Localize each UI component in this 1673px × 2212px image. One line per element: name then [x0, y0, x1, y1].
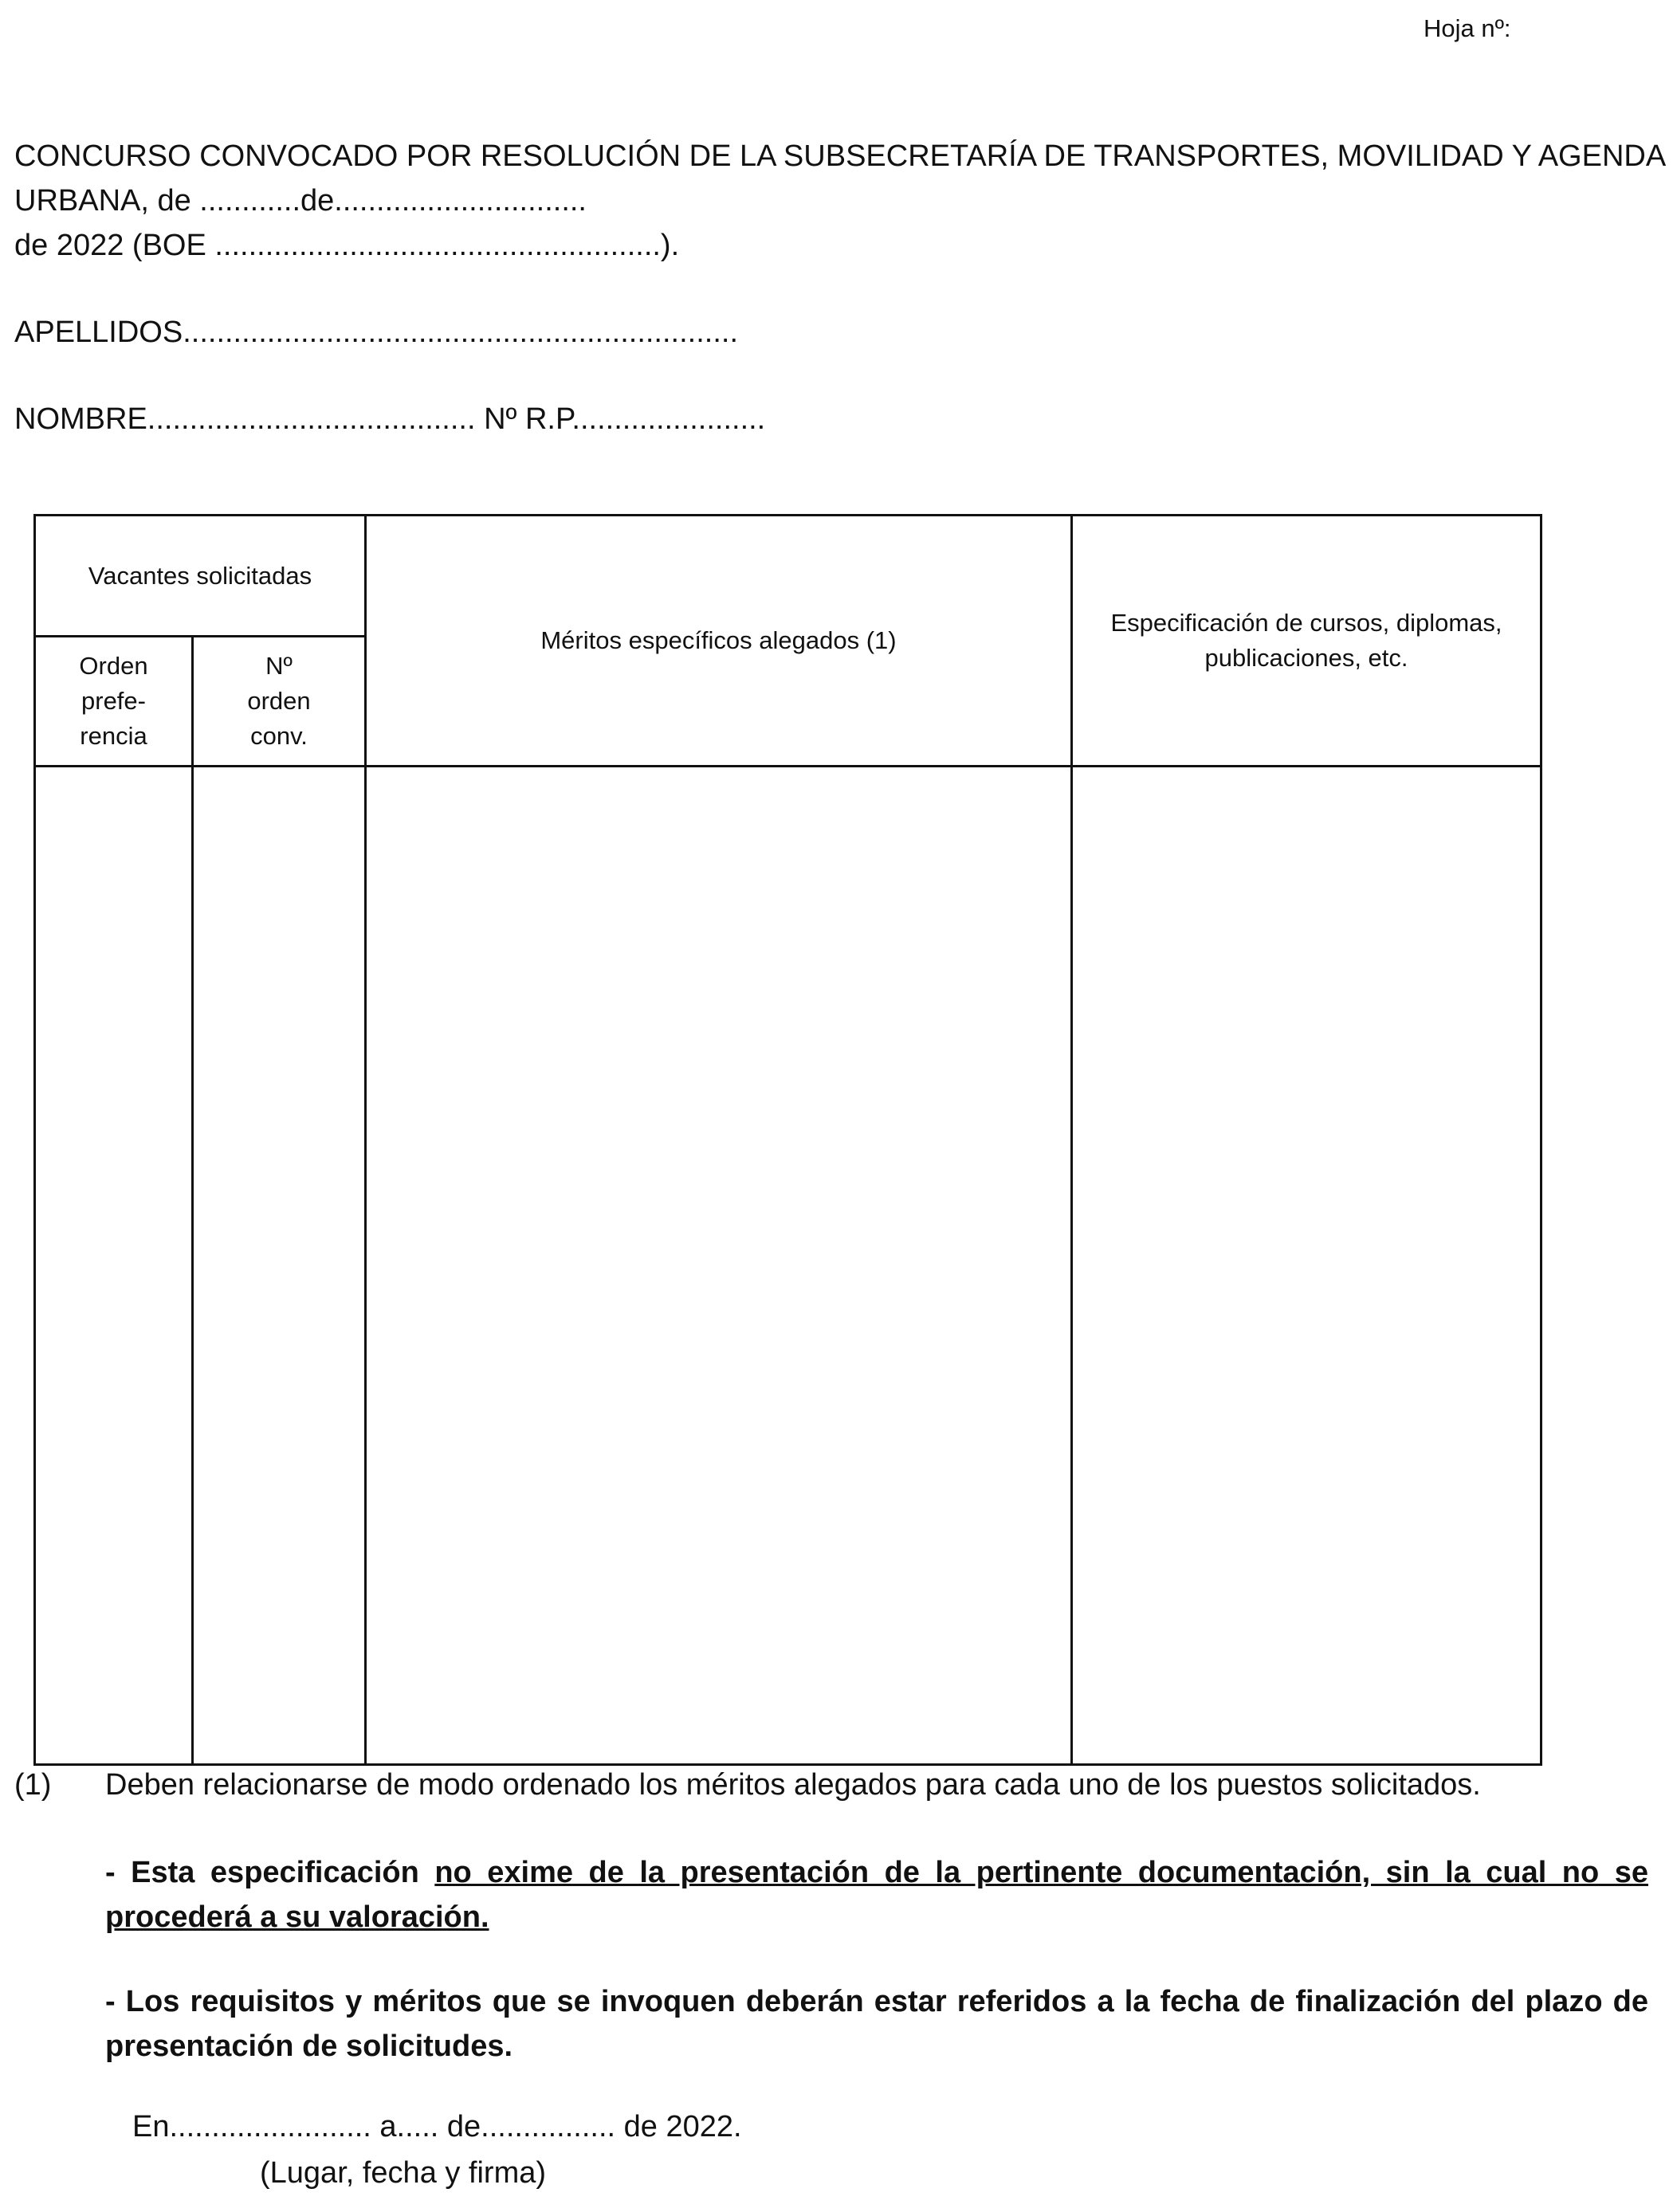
- footnote-marker: (1): [14, 1768, 52, 1802]
- title-line-3: de 2022 (BOE .....................................................).: [14, 229, 680, 262]
- especificacion-header: Especificación de cursos, diplomas, publicaciones, etc.: [1072, 516, 1541, 767]
- documentation-warning: [105, 1850, 1648, 1939]
- documentation-warning-underlined: no exime de la presentación de la pertinente documentación, sin la cual no se procederá a su valoración.: [105, 1856, 1648, 1934]
- meritos-header: Méritos específicos alegados (1): [366, 516, 1072, 767]
- nombre-field[interactable]: NOMBRE....................................... Nº R.P.......................: [14, 402, 766, 436]
- vacantes-header: Vacantes solicitadas: [35, 516, 366, 637]
- meritos-cell[interactable]: [366, 767, 1072, 1765]
- place-date-line[interactable]: En........................ a..... de................ de 2022.: [132, 2110, 742, 2143]
- numero-orden-cell[interactable]: [193, 767, 366, 1765]
- sheet-number-label: Hoja nº:: [1424, 14, 1511, 42]
- signature-caption: (Lugar, fecha y firma): [260, 2156, 547, 2190]
- contest-title: [14, 134, 1667, 268]
- especificacion-cell[interactable]: [1072, 767, 1541, 1765]
- requirements-note: - Los requisitos y méritos que se invoquen deberán estar referidos a la fecha de finalización del plazo de presentación de solicitudes.: [105, 1985, 1648, 2063]
- numero-orden-header: Nº orden conv.: [193, 637, 366, 767]
- orden-preferencia-header: Orden prefe- rencia: [35, 637, 193, 767]
- documentation-warning-prefix: - Esta especificación: [105, 1856, 435, 1889]
- footnote-text: Deben relacionarse de modo ordenado los méritos alegados para cada uno de los puestos solicitados.: [105, 1768, 1481, 1802]
- merits-table: [33, 514, 1542, 1766]
- apellidos-field[interactable]: APELLIDOS..................................................................: [14, 316, 739, 349]
- orden-preferencia-cell[interactable]: [35, 767, 193, 1765]
- title-line-1: CONCURSO CONVOCADO POR RESOLUCIÓN DE LA SUBSECRETARÍA DE TRANSPORTES, MOVILIDAD Y AGENDA: [14, 139, 1667, 173]
- title-line-2: URBANA, de ............de..............................: [14, 184, 587, 218]
